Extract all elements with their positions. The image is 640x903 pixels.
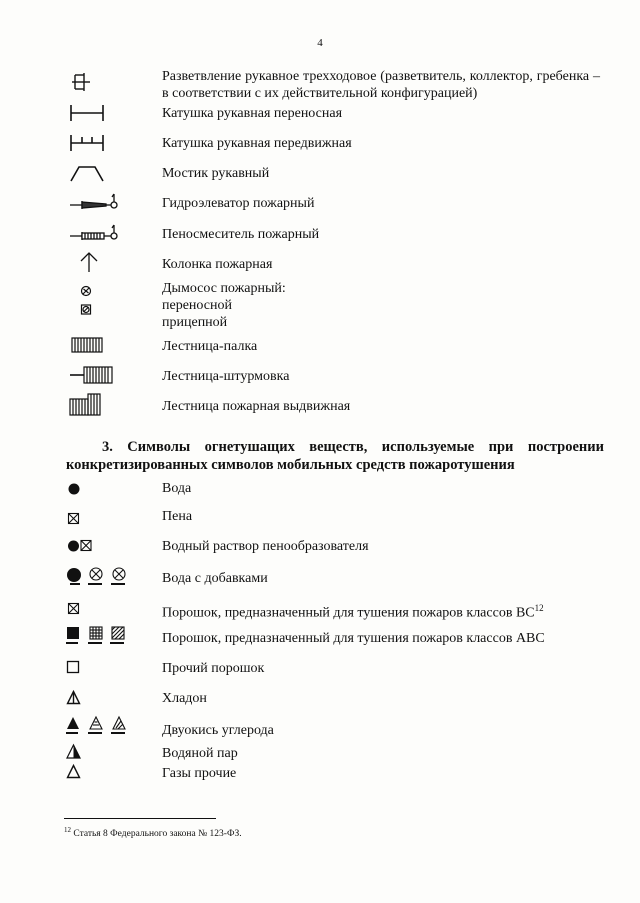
water-additives-icon (66, 566, 130, 588)
item-text: Катушка рукавная передвижная (162, 136, 352, 151)
item-text: Катушка рукавная переносная (162, 106, 343, 121)
page-number: 4 (317, 37, 323, 49)
item-text: Колонка пожарная (162, 257, 273, 272)
item-text (162, 600, 544, 622)
item-text: Водный раствор пенообразователя (162, 539, 369, 554)
footnote-text: Статья 8 Федерального закона № 123-ФЗ. (73, 829, 242, 840)
powder-bc-icon (67, 602, 81, 616)
hose-reel-mobile-icon (69, 134, 105, 152)
item-subtext-trailer: прицепной (162, 315, 228, 330)
foam-icon (67, 512, 81, 526)
other-gases-icon (66, 764, 82, 780)
carbon-dioxide-icon (66, 716, 130, 738)
item-text: Вода (162, 481, 192, 496)
footnote-divider (64, 818, 216, 819)
hose-branching-three-way-icon (70, 72, 94, 92)
item-text-label: Порошок, предназначенный для тушения пожаров классов ВС (162, 605, 535, 621)
footnote (64, 826, 242, 839)
smoke-exhauster-portable-icon (80, 284, 94, 298)
item-text: Лестница пожарная выдвижная (162, 399, 351, 414)
item-text: Хладон (162, 691, 207, 706)
hose-reel-portable-icon (69, 104, 105, 122)
footnote-reference: 12 (534, 603, 544, 613)
water-icon (67, 482, 81, 496)
item-text: Двуокись углерода (162, 723, 274, 738)
item-text: Мостик рукавный (162, 166, 270, 181)
hook-ladder-icon (70, 366, 116, 384)
item-text: Лестница-штурмовка (162, 369, 290, 384)
item-text: Пена (162, 509, 193, 524)
item-text: Гидроэлеватор пожарный (162, 196, 315, 211)
foam-mixer-icon (70, 224, 122, 244)
smoke-exhauster-text (162, 280, 286, 331)
item-text: Разветвление рукавное трехходовое (разветвитель, коллектор, гребенка – в соответствии с их действительной конфигурацией) (162, 69, 600, 101)
hose-bridge-icon (69, 164, 105, 182)
halon-icon (66, 690, 82, 706)
fire-hydroelevator-icon (70, 193, 122, 213)
item-text: Вода с добавками (162, 571, 268, 586)
fire-standpipe-icon (79, 251, 99, 273)
item-text: Лестница-палка (162, 339, 258, 354)
footnote-mark: 12 (64, 826, 71, 834)
smoke-exhauster-trailer-icon (80, 303, 94, 317)
powder-abc-icon (66, 626, 130, 648)
item-text: Дымосос пожарный: (162, 281, 286, 296)
extension-ladder-icon (69, 393, 103, 417)
steam-icon (66, 744, 82, 760)
item-text: Газы прочие (162, 766, 237, 781)
other-powder-icon (66, 660, 82, 676)
item-subtext-portable: переносной (162, 298, 232, 313)
foam-solution-icon (67, 539, 95, 553)
section-heading: 3. Символы огнетушащих веществ, используемые при построении конкретизированных символов мобильных средств пожаротушения (66, 439, 604, 473)
pole-ladder-icon (71, 337, 103, 353)
item-text: Порошок, предназначенный для тушения пожаров классов АВС (162, 631, 545, 646)
item-text: Пеносмеситель пожарный (162, 227, 320, 242)
item-text: Водяной пар (162, 746, 238, 761)
item-text: Прочий порошок (162, 661, 265, 676)
